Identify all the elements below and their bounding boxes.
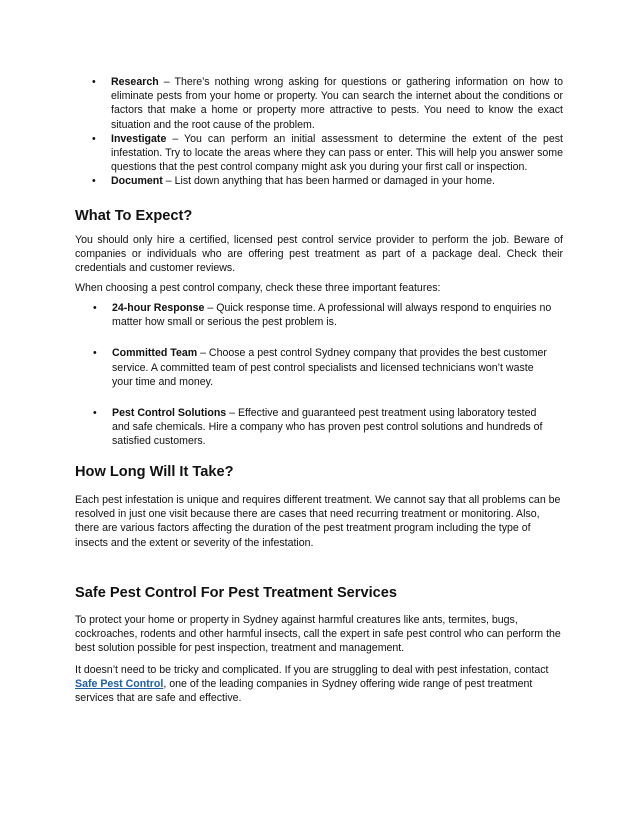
list-item-term: 24-hour Response bbox=[112, 302, 205, 314]
bullet-icon: • bbox=[93, 407, 97, 420]
list-item-text: – There’s nothing wrong asking for questions or gathering information on how to eliminate pests from your home or property. You can search the internet about the conditions or factors that make a home or property more attractive to pests. You need to know the exact situation and the root cause of the problem. bbox=[111, 76, 563, 131]
list-item-term: Committed Team bbox=[112, 347, 198, 360]
list-item bbox=[93, 406, 552, 449]
bullet-icon: • bbox=[93, 302, 97, 314]
section-heading-safe-pest-control: Safe Pest Control For Pest Treatment Services bbox=[75, 585, 397, 601]
paragraph: You should only hire a certified, licensed pest control service provider to perform the job. Beware of companies or individuals who are offering pest treatment as part of a package deal. Check their credentials and customer reviews. bbox=[75, 234, 563, 275]
list-item-text: – You can perform an initial assessment to determine the extent of the pest infestation. Try to locate the areas where they can pass or enter. This will help you answer some questions that the pest control company might ask you during your first call or inspection. bbox=[111, 132, 563, 174]
list-item bbox=[92, 132, 563, 175]
list-item bbox=[93, 301, 552, 329]
bullet-icon: • bbox=[92, 132, 96, 145]
list-item bbox=[92, 75, 563, 132]
list-item-term: Investigate bbox=[111, 132, 167, 145]
list-item-term: Document bbox=[111, 175, 163, 188]
list-item-text: – List down anything that has been harmed or damaged in your home. bbox=[162, 175, 495, 188]
paragraph: When choosing a pest control company, check these three important features: bbox=[75, 282, 441, 294]
paragraph-text: It doesn’t need to be tricky and complicated. If you are struggling to deal with pest infestation, contact bbox=[75, 664, 549, 676]
paragraph: To protect your home or property in Sydney against harmful creatures like ants, termites, bugs, cockroaches, rodents and other harmful insects, call the expert in safe pest control who can perform the best solution possible for pest inspection, treatment and management. bbox=[75, 614, 561, 655]
bullet-icon: • bbox=[93, 347, 97, 360]
paragraph: Each pest infestation is unique and requires different treatment. We cannot say that all problems can be resolved in just one visit because there are cases that need recurring treatment or monitoring. Also, there are various factors affecting the duration of the pest treatment program including the type of insects and the extent or severity of the infestation. bbox=[75, 494, 561, 549]
list-item bbox=[92, 174, 563, 188]
features-list bbox=[93, 301, 552, 466]
safe-pest-control-link[interactable]: Safe Pest Control bbox=[75, 678, 164, 691]
list-item-term: Research bbox=[111, 76, 159, 88]
paragraph bbox=[75, 663, 563, 706]
assessment-steps-list bbox=[92, 75, 563, 189]
section-heading-what-to-expect: What To Expect? bbox=[75, 208, 193, 224]
section-heading-how-long: How Long Will It Take? bbox=[75, 464, 234, 480]
list-item-text: – Choose a pest control Sydney company that provides the best customer service. A committed team of pest control specialists and licensed technicians won’t waste your time and money. bbox=[112, 347, 547, 388]
list-item-text: – Quick response time. A professional will always respond to enquiries no matter how small or serious the pest problem is. bbox=[112, 302, 552, 329]
paragraph-text: , one of the leading companies in Sydney offering wide range of pest treatment services that are safe and effective. bbox=[75, 678, 533, 705]
bullet-icon: • bbox=[92, 76, 96, 88]
list-item-term: Pest Control Solutions bbox=[112, 407, 227, 420]
bullet-icon: • bbox=[92, 175, 96, 188]
list-item-text: – Effective and guaranteed pest treatment using laboratory tested and safe chemicals. Hire a company who has proven pest control solutions and hundreds of satisfied customers. bbox=[112, 407, 543, 448]
list-item bbox=[93, 346, 552, 389]
